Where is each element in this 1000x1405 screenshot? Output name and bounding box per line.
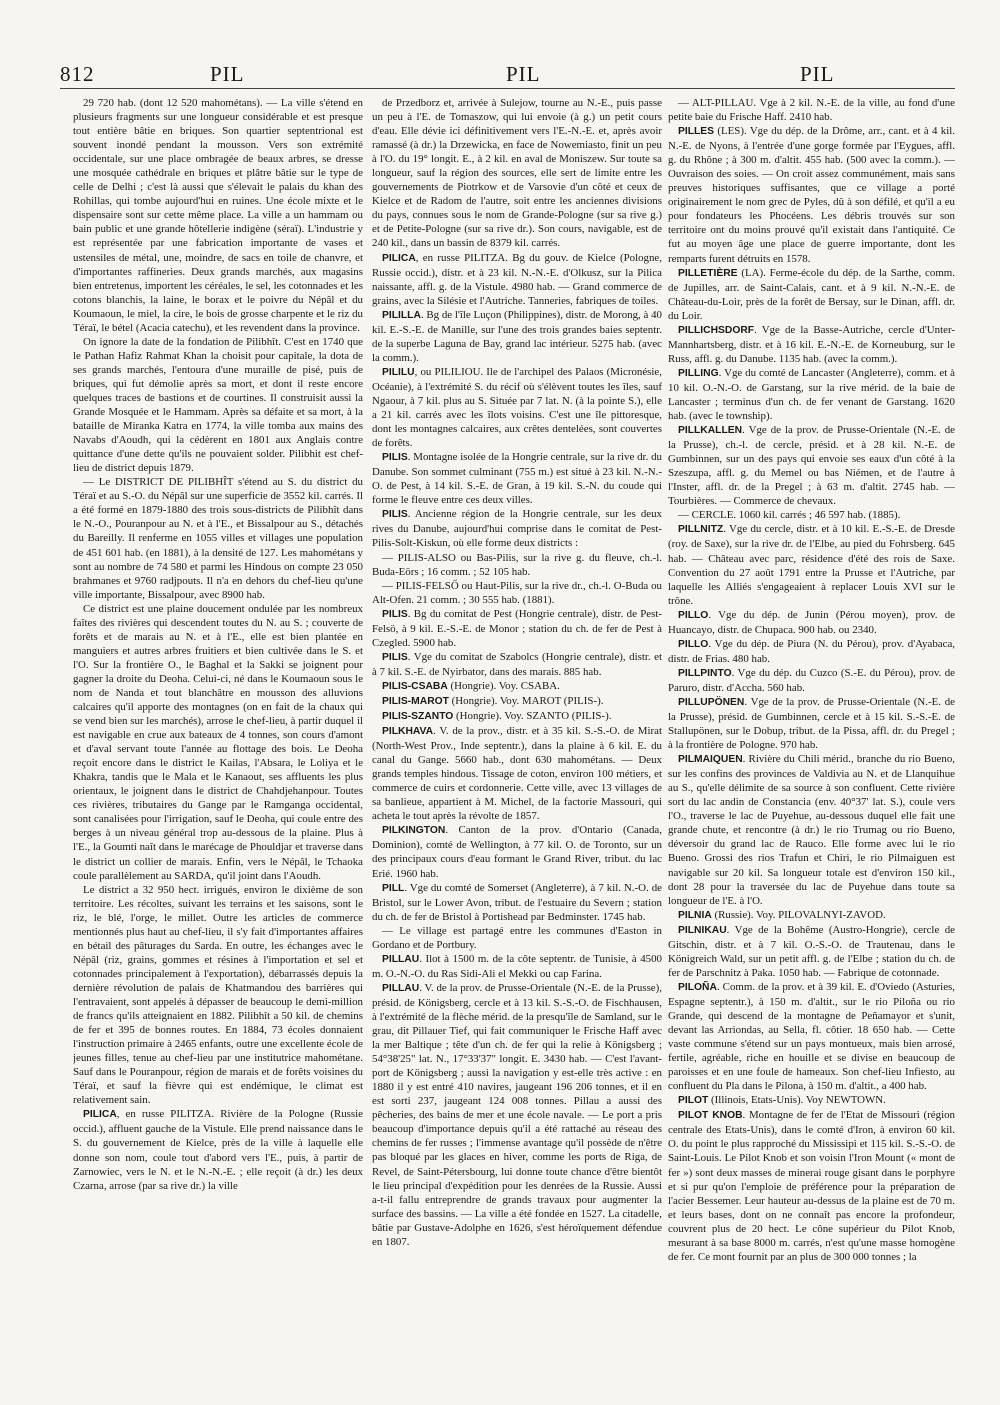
entry-headword: PILIS-CSABA bbox=[382, 680, 448, 692]
entry-text: . V. de la prov. de Prusse-Orientale (N.-E. de la Prusse), présid. de Königsberg, cercle et à 13 kil. S.-S.-O. de Fischhausen, à l'extrémité de la flèche mérid. de la presqu'île de Samland, sur le grau, dit Pillauer Tief, qui fait communiquer le Frische Haff avec la mer Baltique ; tête d'un ch. de fer qui la relie à Königsberg ; 54°38'25" lat. N., 17°33'37" longit. E. 3430 hab. — C'est l'avant-port de Königsberg ; aussi la navigation y est-elle très active : en 1880 il y est entré 410 navires, jaugeant 196 206 tonnes, et il en est sorti 237, jaugeant 124 008 tonnes. Pillau a aussi des pêcheries, des bains de mer et une école navale. — Le port a pris beaucoup d'importance depuis qu'il a été rattaché au réseau des chemins de fer russes ; l'immense avantage qu'il possède de n'être pas bloqué par les glaces en hiver, comme les ports de Riga, de Revel, de Saint-Pétersbourg, lui donne toute chance d'être bientôt le lieu principal d'expédition pour les denrées de la Russie. Aussi a-t-il fallu entreprendre de grands travaux pour augmenter la surface des bassins. — La ville a été fondée en 1527. La citadelle, bâtie par Gustave-Adolphe en 1626, s'est héroïquement défendue en 1807. bbox=[372, 981, 662, 1248]
text-paragraph bbox=[73, 475, 363, 601]
dictionary-entry bbox=[73, 1107, 363, 1192]
entry-text: , ou PILILIOU. Ile de l'archipel des Palaos (Micronésie, Océanie), à l'extrémité S. du récif où s'élèvent toutes les îles, sauf Ngaour, à 7 kil. plus au S. Située par 7 lat. N. (à la pointe S.), elle a 21 kil. carrés avec les îlots voisins. C'est une île pittoresque, dont les montagnes calcaires, aux crêtes dentelées, sont couvertes de forêts. bbox=[372, 365, 662, 450]
entry-headword: PILIS bbox=[382, 651, 408, 663]
text-paragraph bbox=[73, 602, 363, 883]
entry-text: . Bg du comitat de Pest (Hongrie centrale), distr. de Pest-Felsö, à 9 kil. E.-S.-E. de Monor ; station du ch. de fer de Pest à Czegled. 5900 hab. bbox=[372, 607, 662, 649]
entry-text: . Vge du cercle, distr. et à 10 kil. E.-S.-E. de Dresde (roy. de Saxe), sur la rive dr. de l'Elbe, au pied du Fohrsberg. 645 hab. — Château avec parc, résidence d'été des rois de Saxe. Convention du 27 août 1791 entre la Prusse et l'Autriche, par laquelle les Alliés s'engageaient à replacer Louis XVI sur le trône. bbox=[668, 523, 955, 607]
entry-headword: PILICA bbox=[83, 1109, 117, 1121]
entry-text: . Vge du dép. du Cuzco (S.-E. du Pérou), prov. de Paruro, distr. d'Accha. 560 hab. bbox=[668, 666, 955, 694]
header-rule bbox=[60, 88, 955, 89]
dictionary-entry bbox=[372, 507, 662, 550]
entry-text: — PILIS-FELSŐ ou Haut-Pilis, sur la rive dr., ch.-l. O-Buda ou Alt-Ofen. 21 comm. ; 30 555 hab. (1881). bbox=[372, 579, 662, 606]
dictionary-entry bbox=[668, 666, 955, 695]
dictionary-entry bbox=[372, 981, 662, 1249]
entry-text: (LES). Vge du dép. de la Drôme, arr., cant. et à 4 kil. N.-E. de Nyons, à l'entrée d'une gorge formée par l'Eygues, affl. g. du Rhône ; à 300 m. d'altit. 455 hab. (500 avec la comm.). — Ouvraison des soies. — On croit assez communément, mais sans preuves historiques suffisantes, que ce village a porté originairement le nom grec de Pyles, dû à son défilé, et qu'il a eu pour fondateurs les Phocéens. Les débris trouvés sur son territoire ont du moins prouvé qu'il existait dans l'antiquité. Ce fut au moyen âge une place de guerre importante, dont les remparts furent détruits en 1578. bbox=[668, 125, 955, 265]
dictionary-entry bbox=[668, 323, 955, 366]
entry-text: — PILIS-ALSO ou Bas-Pilis, sur la rive g. du fleuve, ch.-l. Buda-Eörs ; 16 comm. ; 52 105 hab. bbox=[372, 551, 662, 578]
entry-headword: PILLKALLEN bbox=[678, 425, 743, 437]
entry-headword: PILILLA bbox=[382, 309, 421, 321]
dictionary-entry bbox=[372, 365, 662, 450]
entry-text: de Przedborz et, arrivée à Sulejow, tourne au N.-E., puis passe un peu à l'E. de Tomaszow, qui lui envoie (à g.) un petit cours d'eau. Elle dévie ici définitivement vers l'E.-N.-E. et, après avoir ramassé (à dr.) la Drzewicka, en face de Nowemiasto, finit un peu à l'O. du 19° longit. E., à 2 kil. en aval de Moniszew. Sur toute sa longueur, sauf la région des sources, elle sert de limite entre les gouvernements de Piotrkow et de Varsovie d'un côté et ceux de Kielce et de Radom de l'autre, soit entre les anciennes divisions du pays, connues sous le nom de Grande-Pologne (sur sa rive g.) et de Petite-Pologne (sur sa rive dr.). Son cours, navigable, est de 240 kil., dans un bassin de 8379 kil. carrés. bbox=[372, 97, 662, 250]
dictionary-entry bbox=[372, 823, 662, 880]
dictionary-entry bbox=[372, 607, 662, 650]
dictionary-entry bbox=[668, 522, 955, 607]
entry-headword: PILKHAVA bbox=[382, 726, 434, 738]
dictionary-entry bbox=[668, 366, 955, 423]
entry-headword: PILLAU bbox=[382, 982, 420, 994]
entry-headword: PILOT bbox=[678, 1095, 709, 1107]
entry-text: . Vge de la Basse-Autriche, cercle d'Unter-Mannhartsberg, distr. et à 16 kil. E.-N.-E. de Korneuburg, sur le Russ, affl. g. du Danube. 1135 hab. (avec la comm.). bbox=[668, 323, 955, 365]
text-paragraph bbox=[73, 335, 363, 475]
entry-text: . Vge du comitat de Szabolcs (Hongrie centrale), distr. et à 7 kil. S.-E. de Nyirbator, dans des marais. 885 hab. bbox=[372, 650, 662, 678]
dictionary-entry bbox=[372, 650, 662, 679]
entry-headword: PILLO bbox=[678, 609, 709, 621]
entry-headword: PILNIKAU bbox=[678, 924, 727, 936]
entry-text: . Montagne de fer de l'Etat de Missouri (région centrale des Etats-Unis), dans le comté d'Iron, à environ 60 kil. O. du point le plus rapproché du Mississipi et 115 kil. S.-S.-O. de Saint-Louis. Le Pilot Knob et son voisin l'Iron Mount (« mont de fer ») sont deux masses de minerai rouge gisant dans le porphyre et si pur qu'on l'emploie de préférence pour la préparation de l'acier Bessemer. Leur hauteur au-dessus de la plaine est de 70 m. et leurs bases, dont on ne connaît pas encore la profondeur, couvrent plus de 20 hect. Le cône supérieur du Pilot Knob, mesurant à sa base 8000 m. carrés, n'est qu'une masse homogène de fer. Ce mont fournit par an plus de 300 000 tonnes ; la bbox=[668, 1109, 955, 1263]
text-paragraph bbox=[73, 96, 363, 335]
entry-text: , en russe PILITZA. Bg du gouv. de Kielce (Pologne, Russie occid.), distr. et à 23 kil. N.-N.-E. d'Olkusz, sur la Pilica naissante, affl. g. de la Vistule. 4980 hab. — Grand commerce de grains, avec la Silésie et l'Autriche. Tanneries, fabriques de toiles. bbox=[372, 251, 662, 307]
dictionary-entry bbox=[372, 450, 662, 507]
dictionary-entry bbox=[668, 1093, 955, 1108]
entry-headword: PILL bbox=[382, 882, 405, 894]
text-column-left bbox=[73, 96, 363, 1386]
entry-headword: PILIS-MAROT bbox=[382, 695, 449, 707]
entry-text: (Hongrie). Voy. SZANTO (PILIS-). bbox=[453, 710, 612, 723]
entry-headword: PILNIA bbox=[678, 909, 712, 921]
entry-headword: PILOÑA bbox=[678, 981, 717, 993]
dictionary-entry bbox=[372, 251, 662, 308]
dictionary-entry bbox=[668, 608, 955, 637]
entry-text: . V. de la prov., distr. et à 35 kil. S.-S.-O. de Mirat (North-West Prov., Inde septentr.), dans la plaine à 6 kil. E. du canal du Gange. 5660 hab., dont 630 mahométans. — Deux grands temples hindous. Tissage de coton, environ 100 métiers, et commerce de cuirs et cordonnerie. Cette ville, avec 13 villages de sa banlieue, appartient à M. Michel, de la factorie Massouri, qui acheta le tout après la révolte de 1857. bbox=[372, 725, 662, 823]
entry-text: (LA). Ferme-école du dép. de la Sarthe, comm. de Jupilles, arr. de Saint-Calais, cant. et à 9 kil. N.-N.-E. de Château-du-Loir, près de la forêt de Bersay, sur le Dinan, affl. dr. du Loir. bbox=[668, 266, 955, 322]
entry-text: . Montagne isolée de la Hongrie centrale, sur la rive dr. du Danube. Son sommet culminant (755 m.) est situé à 23 kil. N.-N.-O. de Pest, à 14 kil. S.-E. de Gran, à 19 kil. S.-N. du coude qui forme le fleuve entre ces deux villes. bbox=[372, 451, 662, 507]
running-head-right: PIL bbox=[800, 62, 835, 86]
dictionary-entry bbox=[668, 923, 955, 980]
entry-headword: PILLPINTO bbox=[678, 667, 732, 679]
entry-text: . Vge de la prov. de Prusse-Orientale (N.-E. de la Prusse), présid. de Gumbinnen, cercle et à 15 kil. S.-S.-E. de Stallupönen, sur le Dobup, tribut. de la Pissa, affl. dr. du Pregel ; à la frontière de Pologne. 970 hab. bbox=[668, 695, 955, 752]
entry-text: . Vge du dép. de Piura (N. du Pérou), prov. d'Ayabaca, distr. de Frias. 480 hab. bbox=[668, 637, 955, 665]
entry-text: (Hongrie). Voy. CSABA. bbox=[447, 679, 560, 692]
entry-text: . Canton de la prov. d'Ontario (Canada, Dominion), comté de Wellington, à 77 kil. O. de Toronto, sur un des principaux cours d'eau formant le Grand River, tribut. du lac Erié. 1960 hab. bbox=[372, 824, 662, 880]
text-column-right bbox=[668, 96, 955, 1386]
dictionary-entry bbox=[372, 308, 662, 365]
entry-text: — ALT-PILLAU. Vge à 2 kil. N.-E. de la ville, au fond d'une petite baie du Frische Haff. 2410 hab. bbox=[668, 97, 955, 124]
entry-text: . Vge du dép. de Junin (Pérou moyen), prov. de Huancayo, distr. de Chupaca. 900 hab. ou 2340. bbox=[668, 608, 955, 636]
running-head-center: PIL bbox=[506, 62, 541, 86]
entry-text: 29 720 hab. (dont 12 520 mahométans). — La ville s'étend en plusieurs fragments sur une longueur considérable et est presque tout entière bâtie en briques. Son quartier septentrional est souvent inondé pendant la mousson. Vers son extrémité occidentale, sur une place ombragée de beaux arbres, se dresse une mosquée cathédrale en briques et plâtre bâtie sur le type de celle de Delhi ; c'est là aussi que s'élevait le palais du khan des Rohillas, qui tombe aujourd'hui en ruines. Une école mixte et le dispensaire sont sur cette même place. La ville a un hammam ou bain public et une grande hôtellerie indigène (séraï). L'industrie y est représentée par une fabrication importante de vases et ustensiles de métal, une, moindre, de sacs en toile de chanvre, et d'importantes raffineries. Deux grands marchés, aux magasins bien entretenus, importent les céréales, le sel, les cotonnades et les cotons blanchis, la laine, le borax et le poivre du Népâl et du Koumaoun, le miel, la cire, le bois de grosse charpente et le riz du Téraï, le bétel (Acacia catechu), et les revendent dans la province. bbox=[73, 97, 363, 334]
entry-headword: PILLICHSDORF bbox=[678, 324, 755, 336]
dictionary-entry bbox=[668, 1108, 955, 1264]
text-paragraph bbox=[668, 96, 955, 124]
text-paragraph bbox=[372, 579, 662, 607]
entry-text: — Le DISTRICT DE PILIBHÎT s'étend au S. du district du Téraï et au S.-O. du Népâl sur une superficie de 3552 kil. carrés. Il a été formé en 1879-1880 des trois sous-districts de Pilibhît dans le N.-O., Pouranpour au N. et à l'E., et Bissalpour au S., détachés du Bareilly. Il renferme en 1055 villes et villages une population de 451 601 hab. (en 1881), à la densité de 127. Les mahométans y sont au nombre de 74 580 et parmi les Hindous on compte 23 050 brahmanes et 9760 radjpouts. Il n'a en dehors du chef-lieu qu'une ville importante, Bissalpour, avec 8900 hab. bbox=[73, 476, 363, 601]
entry-text: Ce district est une plaine doucement ondulée par les nombreux faîtes des rivières qui descendent toutes du N. au S. ; couverte de forêts et de marais au N. et à l'E., elle est bien plantée en manguiers et autres arbres fruitiers et bien cultivée dans le S. et l'O. Sur la frontière O., le Baghal et la Sakki se joignent pour gagner la droite du Deoha. Celui-ci, né dans le Koumaoun sous le nom de Nanda et tout blanchâtre en mousson des alluvions calcaires qu'il apporte des montagnes (on en fait de la chaux qui se vend bien sur les marchés), arrose le chef-lieu, à partir duquel il est navigable en crue aux bateaux de 4 tonnes, son cours d'amont et d'aval servant toute l'année au flottage des bois. Le Deoha reçoit encore dans le district le Kailas, l'Absara, le Loliya et le Khakra, tandis que le Mala et le Kanaout, ses affluents les plus orientaux, le joignent dans le district de Chahdjehanpour. Toutes ces rivières, tributaires du Gange par le Ramganga occidental, sont canalisées pour l'irrigation, sauf le Deoha, qui coule entre des berges à un niveau général trop au-dessous de la plaine. Plus à l'E., la Goumti naît dans le marécage de Phouldjar et traverse dans le district un collier de marais. Enfin, vers le Népâl, le Tchaoka coule parallèlement au SARDA, qu'il joint dans l'Aoudh. bbox=[73, 602, 363, 882]
entry-text: . Ancienne région de la Hongrie centrale, sur les deux rives du Danube, aujourd'hui comprise dans le comitat de Pest-Pilis-Solt-Kiskun, où elle forme deux districts : bbox=[372, 508, 662, 550]
entry-headword: PILLETIÈRE bbox=[678, 267, 738, 279]
entry-text: . Vge de la prov. de Prusse-Orientale (N.-E. de la Prusse), ch.-l. de cercle, présid. et à 28 kil. N.-E. de Gumbinnen, sur un des pays qui envoie ses eaux d'un côté à la Szeszupa, affl. g. du Memel ou bas Niémen, et de l'autre à l'Inster, affl. dr. de la Pregel ; à 63 m. d'altit. 2745 hab. — Tourbières. — Commerce de chevaux. bbox=[668, 424, 955, 508]
entry-text: On ignore la date de la fondation de Pilibhît. C'est en 1740 que le Pathan Hafiz Rahmat Khan la choisit pour capitale, la dota de ses grands marchés, l'entoura d'une muraille de pisé, puis de briques, qui fut démolie après sa mort, et dont il reste encore quelques traces de bastions et de courtines. Il construisit aussi la Grande Mosquée et le Hammam. Après sa défaite et sa mort, à la bataille de Miranka Katra en 1774, la ville tomba aux mains des Navabs d'Aoudh, qui la cédèrent en 1801 aux Anglais contre quittance d'une dette qu'ils ne pouvaient solder. Pilibhit est chef-lieu de district depuis 1879. bbox=[73, 335, 363, 475]
entry-text: . Comm. de la prov. et à 39 kil. E. d'Oviedo (Asturies, Espagne septentr.), à 150 m. d'altit., sur le rio Piloña ou rio Grande, qui descend de la montagne de Peñamayor et s'unit, devant las Arriondas, au Sella, fl. côtier. 18 650 hab. — Cette vaste commune s'étend sur un pays montueux, mais bien arrosé, fertile, agréable, riche en houille et se divise en beaucoup de paroisses et en une foule de hameaux. Son chef-lieu Infiesto, au confluent du Pla dans le Pilona, à 150 m. d'altit., a 400 hab. bbox=[668, 980, 955, 1093]
entry-headword: PILLNITZ bbox=[678, 524, 724, 536]
entry-headword: PILLUPÖNEN bbox=[678, 696, 745, 708]
dictionary-entry bbox=[372, 679, 662, 694]
entry-text: — Le village est partagé entre les communes d'Easton in Gordano et de Portbury. bbox=[372, 924, 662, 951]
entry-text: , en russe PILITZA. Rivière de la Pologne (Russie occid.), affluent gauche de la Vistule. Elle prend naissance dans le S. du gouvernement de Kielce, près de la ville à laquelle elle donne son nom, coule tout d'abord vers l'E., puis, à partir de Zarnowiec, vers le N. et le N.-N.-E. ; elle reçoit (à dr.) les deux Czarna, arrose (par sa rive dr.) la ville bbox=[73, 1108, 363, 1192]
entry-headword: PILKINGTON bbox=[382, 825, 446, 837]
entry-headword: PILILU bbox=[382, 366, 415, 378]
dictionary-entry bbox=[668, 752, 955, 908]
dictionary-entry bbox=[372, 724, 662, 823]
text-paragraph bbox=[372, 551, 662, 579]
entry-text: (Russie). Voy. PILOVALNYI-ZAVOD. bbox=[711, 908, 886, 921]
entry-text: . Vge du comté de Lancaster (Angleterre), comm. et à 10 kil. O.-N.-O. de Garstang, sur la rive mérid. de la baie de Lancaster ; terminus d'un ch. de fer venant de Garstang. 1620 hab. (avec le township). bbox=[668, 366, 955, 423]
entry-text: (Illinois, Etats-Unis). Voy NEWTOWN. bbox=[708, 1094, 886, 1107]
entry-text: . Ilot à 1500 m. de la côte septentr. de Tunisie, à 4500 m. O.-N.-O. du Ras Sidi-Ali el Mekki ou cap Farina. bbox=[372, 952, 662, 980]
dictionary-entry bbox=[668, 423, 955, 508]
entry-text: . Vge de la Bohême (Austro-Hongrie), cercle de Gitschin, distr. et à 7 kil. O.-S.-O. de Trautenau, dans le Königreich Wald, sur un petit affl. g. de l'Elbe ; station du ch. de fer de Parschnitz à Paka. 1050 hab. — Fabrique de cotonnade. bbox=[668, 923, 955, 979]
entry-text: . Vge du comté de Somerset (Angleterre), à 7 kil. N.-O. de Bristol, sur le Lower Avon, tribut. de l'estuaire du Severn ; station du ch. de fer de Bristol à Portishead par Bedminster. 1745 hab. bbox=[372, 881, 662, 923]
dictionary-entry bbox=[372, 881, 662, 924]
entry-headword: PILLO bbox=[678, 638, 709, 650]
page-number: 812 bbox=[60, 62, 95, 86]
dictionary-entry bbox=[668, 695, 955, 752]
entry-text: . Rivière du Chili mérid., branche du rio Bueno, sur les confins des provinces de Valdivia au N. et de Llanquihue au S., qu'elle délimite de sa source à son confluent. Cette rivière sort du lac andin de Constancia (env. 40°37' lat. S.), coule vers l'O., traverse le lac de Puyehue, au-dessous duquel elle fait une grande chute, et rencontre (à dr.) le rio Trumag ou rio Bueno, déversoir du grand lac de Rauco. Elle forme avec lui le rio Bueno. Grossi des rios Trafun et Chiri, le rio Pilmaiguen est navigable sur 20 kil. Sa longueur totale est d'environ 150 kil., dont 28 pour la traversée du lac de Puyehue dans toute sa longueur de l'E. à l'O. bbox=[668, 753, 955, 907]
dictionary-entry bbox=[372, 952, 662, 981]
text-paragraph bbox=[372, 924, 662, 952]
text-paragraph bbox=[372, 96, 662, 251]
entry-text: (Hongrie). Voy. MAROT (PILIS-). bbox=[448, 694, 604, 707]
entry-headword: PILIS-SZANTO bbox=[382, 711, 454, 723]
entry-headword: PILIS bbox=[382, 608, 408, 620]
dictionary-entry bbox=[668, 637, 955, 666]
text-column-middle bbox=[372, 96, 662, 1386]
entry-headword: PILOT KNOB bbox=[678, 1110, 743, 1122]
entry-headword: PILMAIQUEN bbox=[678, 754, 743, 766]
dictionary-entry bbox=[668, 266, 955, 323]
entry-headword: PILLING bbox=[678, 367, 719, 379]
entry-headword: PILIS bbox=[382, 452, 408, 464]
entry-headword: PILLES bbox=[678, 126, 715, 138]
dictionary-entry bbox=[372, 709, 662, 724]
entry-text: . Bg de l'île Luçon (Philippines), distr. de Morong, à 40 kil. E.-S.-E. de Manille, sur l'une des trois grandes baies septentr. de la superbe Laguna de Bay, grand lac intérieur. 5275 hab. (avec la comm.). bbox=[372, 308, 662, 364]
dictionary-entry bbox=[372, 694, 662, 709]
entry-headword: PILICA bbox=[382, 252, 416, 264]
text-paragraph bbox=[668, 508, 955, 522]
entry-text: Le district a 32 950 hect. irrigués, environ le dixième de son territoire. Les récoltes, suivant les terrains et les saisons, sont le riz, le blé, l'orge, le millet. Outre les articles de commerce mentionnés plus haut au chef-lieu, il s'y fait d'importantes affaires en bétail des pâturages du Sarda. En outre, les échanges avec le Népâl (riz, grains, gommes et résines à l'importation et sel et cotonnades principalement à l'exportation), débarrassés depuis la dernière révolution de palais de Khatmandou des barrières qui l'entravaient, sont appelés à dépasser de beaucoup le demi-million de francs qu'ils atteignaient en 1882. Pilibhît a 50 kil. de chemins de fer et 395 de bonnes routes. En 1884, 73 écoles donnaient l'instruction primaire à 2465 enfants, outre une excellente école de jeunes filles, tenue au chef-lieu par une institutrice mahométane. Sauf dans le Pouranpour, région de marais et de forêts voisines du Téraï, et sauf la fièvre qui est endémique, le climat est relativement sain. bbox=[73, 883, 363, 1107]
dictionary-entry bbox=[668, 908, 955, 923]
dictionary-entry bbox=[668, 980, 955, 1093]
running-head-left: PIL bbox=[210, 62, 245, 86]
entry-headword: PILLAU bbox=[382, 953, 420, 965]
text-paragraph bbox=[73, 883, 363, 1108]
entry-headword: PILIS bbox=[382, 509, 408, 521]
dictionary-entry bbox=[668, 124, 955, 265]
entry-text: — CERCLE. 1060 kil. carrés ; 46 597 hab. (1885). bbox=[678, 509, 901, 522]
